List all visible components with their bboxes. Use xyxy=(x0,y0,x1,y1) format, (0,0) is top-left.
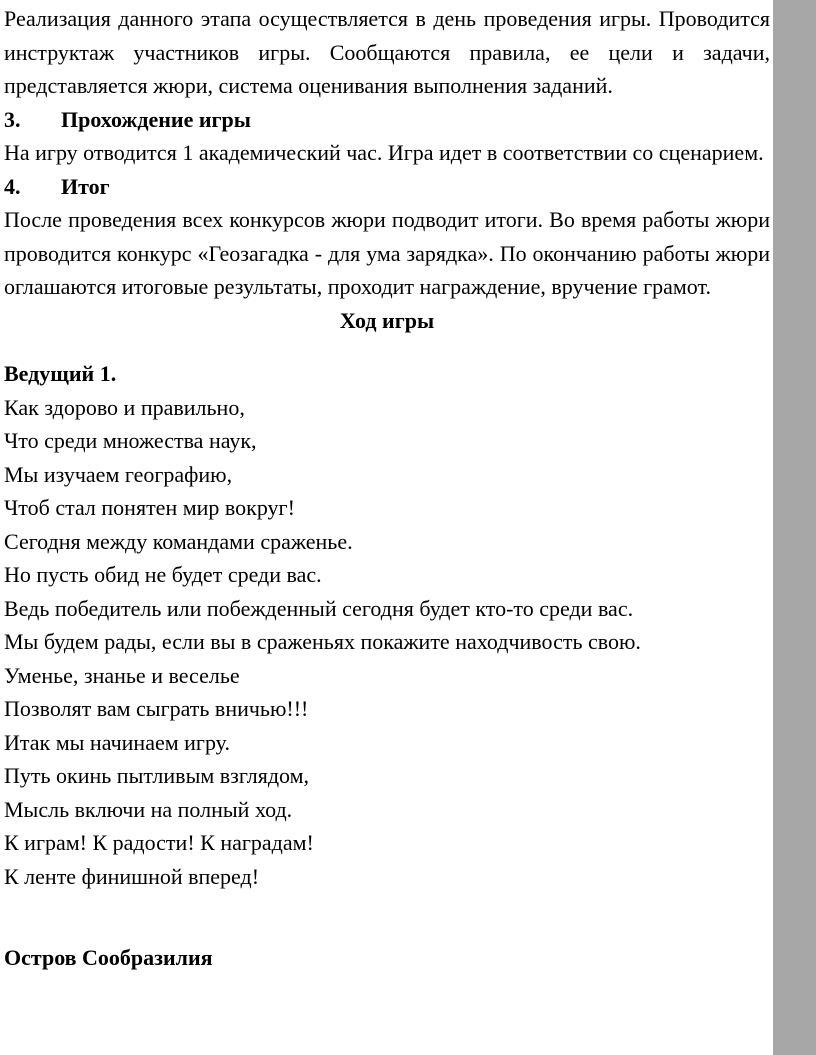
section-heading-3 xyxy=(4,103,770,137)
footer-heading: Остров Сообразилия xyxy=(4,945,213,970)
host-label: Ведущий 1. xyxy=(4,361,117,386)
poem-line: Что среди множества наук, xyxy=(4,428,257,453)
poem-line: Чтоб стал понятен мир вокруг! xyxy=(4,495,295,520)
poem-line: Ведь победитель или побежденный сегодня будет кто-то среди вас. xyxy=(4,595,634,621)
center-heading: Ход игры xyxy=(339,307,435,333)
poem-line: Итак мы начинаем игру. xyxy=(4,729,230,755)
poem-line: К играм! К радости! К наградам! xyxy=(4,830,314,855)
section-title: Итог xyxy=(61,173,110,199)
section-heading-4 xyxy=(4,170,770,204)
poem-line: Как здорово и правильно, xyxy=(4,394,245,420)
section-number: 4. xyxy=(4,173,21,199)
poem-line: Уменье, знанье и веселье xyxy=(4,662,240,688)
poem-line: Позволят вам сыграть вничью!!! xyxy=(4,696,309,721)
poem-line: Мы изучаем географию, xyxy=(4,461,233,487)
poem-line: Сегодня между командами сраженье. xyxy=(4,528,353,554)
section-4-body: После проведения всех конкурсов жюри подводит итоги. Во время работы жюри проводится конкурс «Геозагадка - для ума зарядка». По окончанию работы жюри оглашаются итоговые результаты, проходит награждение, вручение грамот. xyxy=(4,207,770,299)
poem-line: Но пусть обид не будет среди вас. xyxy=(4,562,322,587)
intro-paragraph: Реализация данного этапа осуществляется в день проведения игры. Проводится инструктаж участников игры. Сообщаются правила, ее цели и задачи, представляется жюри, система оценивания выполнения заданий. xyxy=(4,6,770,98)
poem-line: Мы будем рады, если вы в сраженьях покажите находчивость свою. xyxy=(4,629,641,654)
poem-line: Мысль включи на полный ход. xyxy=(4,796,293,822)
poem-line: Путь окинь пытливым взглядом, xyxy=(4,763,310,788)
section-number: 3. xyxy=(4,106,21,132)
poem-line: К ленте финишной вперед! xyxy=(4,863,260,889)
section-3-body: На игру отводится 1 академический час. Игра идет в соответствии со сценарием. xyxy=(4,140,764,165)
section-title: Прохождение игры xyxy=(61,106,251,132)
